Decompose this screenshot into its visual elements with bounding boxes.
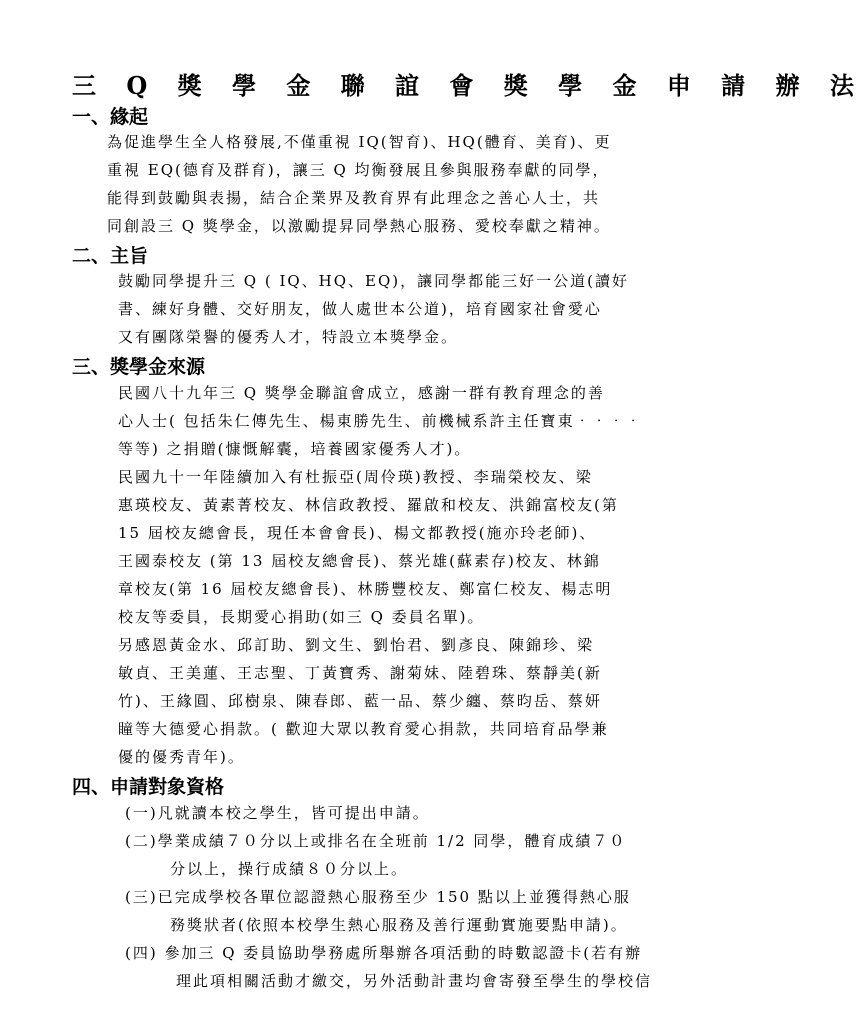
list-item-continuation: 務獎狀者(依照本校學生熱心服務及善行運動實施要點申請)。 (170, 916, 628, 934)
paragraph-line: 為促進學生全人格發展,不僅重視 IQ(智育)、HQ(體育、美育)、更 (107, 133, 612, 151)
section-heading-origin: 一、緣起 (72, 106, 149, 128)
paragraph-line: 校友等委員，長期愛心捐助(如三 Q 委員名單)。 (118, 608, 485, 626)
paragraph-line: 瞳等大德愛心捐款。( 歡迎大眾以教育愛心捐款，共同培育品學兼 (118, 720, 609, 738)
paragraph-line: 王國泰校友 (第 13 屆校友總會長)、蔡光雄(蘇素存)校友、林錦 (118, 552, 601, 570)
list-item-continuation: 分以上，操行成績８０分以上。 (170, 860, 409, 878)
document-title: 三 Q 獎 學 金 聯 誼 會 獎 學 金 申 請 辦 法 (72, 71, 865, 100)
paragraph-line: 書、練好身體、交好朋友，做人處世本公道)，培育國家社會愛心 (118, 300, 602, 318)
list-item-continuation: 理此項相關活動才繳交，另外活動計畫均會寄發至學生的學校信 (176, 972, 653, 990)
list-item: (三)已完成學校各單位認證熱心服務至少 150 點以上並獲得熱心服 (125, 888, 631, 906)
paragraph-line: 民國九十一年陸續加入有杜振亞(周伶瑛)教授、李瑞榮校友、梁 (118, 468, 593, 486)
paragraph-line: 15 屆校友總會長，現任本會會長)、楊文都教授(施亦玲老師)、 (118, 524, 597, 542)
paragraph-line: 鼓勵同學提升三 Q ( IQ、HQ、EQ)，讓同學都能三好一公道(讀好 (118, 272, 630, 290)
list-item: (四) 參加三 Q 委員協助學務處所舉辦各項活動的時數認證卡(若有辦 (125, 944, 643, 962)
paragraph-line: 等等) 之捐贈(慷慨解囊，培養國家優秀人才)。 (118, 440, 472, 458)
paragraph-line: 另感恩黃金水、邱訂助、劉文生、劉怡君、劉彥良、陳錦珍、梁 (118, 636, 595, 654)
paragraph-line: 能得到鼓勵與表揚，結合企業界及教育界有此理念之善心人士，共 (107, 189, 601, 207)
paragraph-line: 竹)、王緣圓、邱樹泉、陳春郎、藍一品、蔡少纏、蔡昀岳、蔡妍 (118, 692, 602, 710)
paragraph-line: 敏貞、王美蓮、王志聖、丁黃寶秀、謝菊妹、陸碧珠、蔡靜美(新 (118, 664, 602, 682)
section-heading-purpose: 二、主旨 (72, 245, 149, 267)
section-heading-eligibility: 四、申請對象資格 (72, 776, 225, 798)
paragraph-line: 同創設三 Q 獎學金，以激勵提昇同學熱心服務、愛校奉獻之精神。 (107, 217, 611, 235)
paragraph-line: 又有團隊榮譽的優秀人才，特設立本獎學金。 (118, 328, 459, 346)
list-item: (二)學業成績７０分以上或排名在全班前 1/2 同學，體育成績７０ (125, 832, 627, 850)
paragraph-line: 重視 EQ(德育及群育)，讓三 Q 均衡發展且參與服務奉獻的同學， (107, 161, 610, 179)
paragraph-line: 民國八十九年三 Q 獎學金聯誼會成立，感謝一群有教育理念的善 (118, 384, 605, 402)
paragraph-line: 優的優秀青年)。 (118, 748, 245, 766)
list-item: (一)凡就讀本校之學生，皆可提出申請。 (125, 804, 430, 822)
section-heading-funding-source: 三、獎學金來源 (72, 356, 206, 378)
paragraph-line: 章校友(第 16 屆校友總會長)、林勝豐校友、鄭富仁校友、楊志明 (118, 580, 613, 598)
paragraph-line: 心人士( 包括朱仁傳先生、楊東勝先生、前機械系許主任寶東‧‧‧‧ (118, 412, 643, 430)
paragraph-line: 惠瑛校友、黃素菁校友、林信政教授、羅啟和校友、洪錦富校友(第 (118, 496, 619, 514)
